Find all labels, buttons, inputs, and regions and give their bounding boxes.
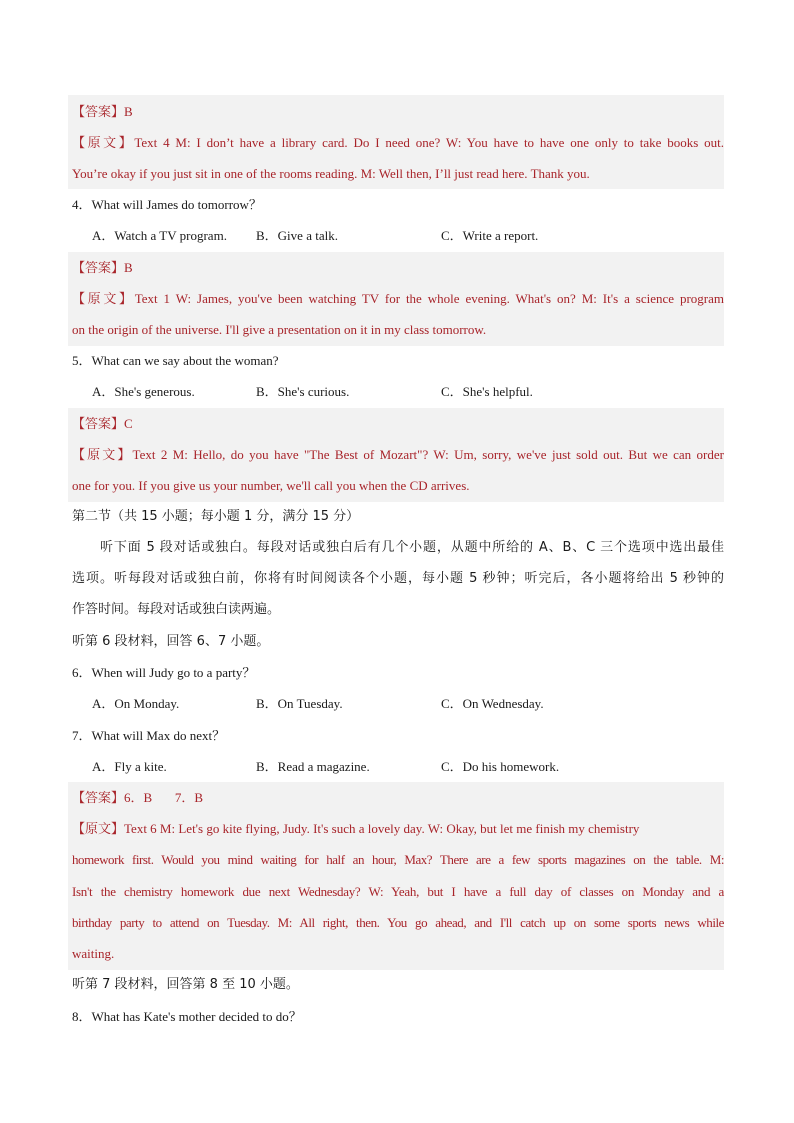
question-6-options [92,688,724,719]
question-4-stem: 4．What will James do tomorrow？ [72,197,262,212]
instruction-line: 作答时间。每段对话或独白读两遍。 [72,602,281,617]
option-b: B．Give a talk. [256,228,338,243]
question-5-options [92,376,724,407]
question-5-stem: 5．What can we say about the woman? [72,353,279,368]
transcript-line: birthday party to attend on Tuesday. M: All right, then. You go ahead, and I'll catch up on some sports news while [72,915,724,930]
transcript-line: You’re okay if you just sit in one of the rooms reading. M: Well then, I’ll just read here. Thank you. [72,166,590,181]
instruction-line: 选项。听每段对话或独白前，你将有时间阅读各个小题，每小题 5 秒钟；听完后，各小题将给出 5 秒钟的 [72,571,724,586]
answer-line-q3 [72,96,724,127]
answer-value: C [124,416,133,431]
option-c: C．Do his homework. [441,759,560,774]
transcript-line: Isn't the chemistry homework due next Wednesday? W: Yeah, but I have a full day of classes on Monday and a [72,884,724,899]
question-6-stem: 6．When will Judy go to a party？ [72,665,256,680]
source-tag: 【原文】 [72,292,135,307]
option-a: A．She's generous. [92,384,195,399]
source-tag: 【原文】 [72,136,135,151]
source-tag: 【原文】 [72,448,133,463]
question-7-options [92,751,724,782]
option-a: A．On Monday. [92,696,180,711]
transcript-line: one for you. If you give us your number, we'll call you when the CD arrives. [72,478,470,493]
option-a: A．Fly a kite. [92,759,167,774]
answer-tag: 【答案】 [72,417,125,432]
option-b: B．On Tuesday. [256,696,343,711]
question-8-stem: 8．What has Kate's mother decided to do？ [72,1009,302,1024]
transcript-line [72,283,724,314]
answer-tag: 【答案】 [72,261,125,276]
answer-value: B [124,104,133,119]
option-c: C．On Wednesday. [441,696,544,711]
answer-value: 6．B 7．B [124,790,204,805]
answer-value: B [124,260,133,275]
option-b: B．She's curious. [256,384,350,399]
answer-line-q5 [72,408,724,439]
answer-line-q4 [72,252,724,283]
transcript-line: on the origin of the universe. I'll give a presentation on it in my class tomorrow. [72,322,487,337]
option-c: C．She's helpful. [441,384,533,399]
transcript-text: Text 6 M: Let's go kite flying, Judy. It's such a lovely day. W: Okay, but let me finish my chemistry [124,821,640,836]
answer-tag: 【答案】 [72,791,125,806]
source-tag: 【原文】 [72,822,125,837]
material-7-heading: 听第 7 段材料，回答第 8 至 10 小题。 [72,977,299,992]
transcript-line [72,813,724,844]
material-6-heading: 听第 6 段材料，回答 6、7 小题。 [72,634,270,649]
answer-line-q6-q7 [72,782,724,813]
transcript-line: waiting. [72,946,115,961]
transcript-line [72,127,724,158]
answer-tag: 【答案】 [72,105,125,120]
transcript-text: Text 1 W: James, you've been watching TV for the whole evening. What's on? M: It's a science program [134,291,724,306]
transcript-text: Text 4 M: I don’t have a library card. Do I need one? W: You have to have one only to take books out. [134,135,724,150]
transcript-line [72,439,724,470]
instruction-line: 听下面 5 段对话或独白。每段对话或独白后有几个小题，从题中所给的 A、B、C 三个选项中选出最佳 [100,540,724,555]
question-7-stem: 7．What will Max do next？ [72,728,226,743]
transcript-text: Text 2 M: Hello, do you have "The Best of Mozart"? W: Um, sorry, we've just sold out. But we can order [132,447,724,462]
section-heading: 第二节（共 15 小题；每小题 1 分，满分 15 分） [72,509,360,524]
option-b: B．Read a magazine. [256,759,370,774]
option-a: A．Watch a TV program. [92,228,227,243]
transcript-line: homework first. Would you mind waiting for half an hour, Max? There are a few sports magazines on the table. M: [72,852,724,867]
option-c: C．Write a report. [441,228,539,243]
question-4-options [92,220,724,251]
